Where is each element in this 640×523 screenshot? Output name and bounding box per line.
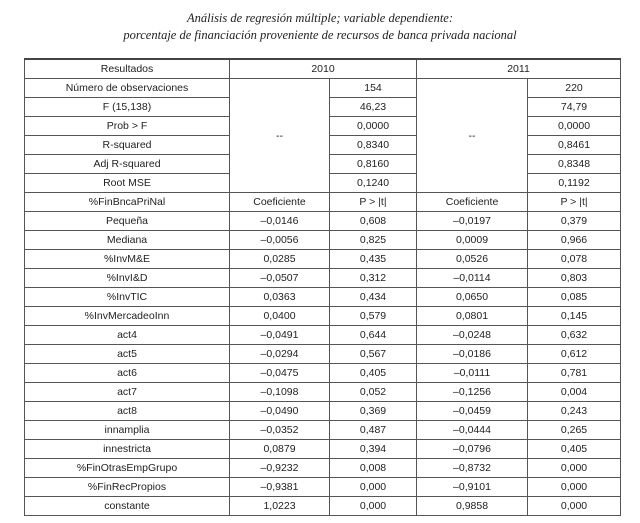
pvalue-2010: 0,312	[330, 269, 417, 288]
pvalue-2011: 0,966	[528, 231, 621, 250]
header-row	[25, 59, 621, 79]
stat-value-2010: 46,23	[330, 98, 417, 117]
coef-2011: –0,0444	[417, 421, 528, 440]
stat-value-2011: 0,8461	[528, 136, 621, 155]
pvalue-2010: 0,000	[330, 497, 417, 516]
variable-label: %InvM&E	[25, 250, 230, 269]
table-row	[25, 440, 621, 459]
coef-2011: 0,0801	[417, 307, 528, 326]
coef-2010: –0,9381	[230, 478, 330, 497]
coef-2010: –0,0146	[230, 212, 330, 231]
table-row	[25, 364, 621, 383]
pvalue-2011: 0,781	[528, 364, 621, 383]
stat-value-2010: 0,1240	[330, 174, 417, 193]
coef-2010: –0,1098	[230, 383, 330, 402]
stat-2010-empty: --	[230, 79, 330, 193]
table-row	[25, 250, 621, 269]
table-row	[25, 383, 621, 402]
table-row	[25, 478, 621, 497]
pvalue-2010: 0,052	[330, 383, 417, 402]
coef-2010: –0,0507	[230, 269, 330, 288]
variable-label: innamplia	[25, 421, 230, 440]
stat-value-2010: 0,8340	[330, 136, 417, 155]
variable-label: act7	[25, 383, 230, 402]
stat-value-2011: 74,79	[528, 98, 621, 117]
stat-label: F (15,138)	[25, 98, 230, 117]
coef-2011: –0,0459	[417, 402, 528, 421]
stat-value-2010: 154	[330, 79, 417, 98]
coef-2011: 0,0526	[417, 250, 528, 269]
pvalue-2011: 0,000	[528, 478, 621, 497]
coef-2010: –0,0294	[230, 345, 330, 364]
pvalue-2011: 0,000	[528, 459, 621, 478]
pvalue-2010: 0,394	[330, 440, 417, 459]
coef-header-2010: Coeficiente	[230, 193, 330, 212]
pvalue-2011: 0,405	[528, 440, 621, 459]
table-row	[25, 326, 621, 345]
stat-row	[25, 79, 621, 98]
year-2011-header: 2011	[417, 59, 621, 79]
table-row	[25, 345, 621, 364]
table-row	[25, 269, 621, 288]
year-2010-header: 2010	[230, 59, 417, 79]
table-row	[25, 497, 621, 516]
coef-2011: –0,8732	[417, 459, 528, 478]
table-row	[25, 421, 621, 440]
pvalue-2011: 0,004	[528, 383, 621, 402]
pvalue-2011: 0,085	[528, 288, 621, 307]
caption-line-2: porcentaje de financiación proveniente de recursos de banca privada nacional	[123, 28, 517, 42]
p-header-2010: P > |t|	[330, 193, 417, 212]
coef-2011: –0,0796	[417, 440, 528, 459]
coef-2010: –0,0056	[230, 231, 330, 250]
variable-label: act6	[25, 364, 230, 383]
variable-label: Pequeña	[25, 212, 230, 231]
coef-2010: –0,0352	[230, 421, 330, 440]
pvalue-2011: 0,145	[528, 307, 621, 326]
variable-label: Mediana	[25, 231, 230, 250]
coef-2010: 0,0363	[230, 288, 330, 307]
coef-2011: –0,0186	[417, 345, 528, 364]
variable-label: act4	[25, 326, 230, 345]
regression-table	[24, 58, 621, 516]
pvalue-2010: 0,435	[330, 250, 417, 269]
coef-2011: –0,0111	[417, 364, 528, 383]
coef-2011: –0,0114	[417, 269, 528, 288]
table-row	[25, 212, 621, 231]
pvalue-2011: 0,000	[528, 497, 621, 516]
table-row	[25, 307, 621, 326]
coef-2010: 0,0879	[230, 440, 330, 459]
variable-label: %FinRecPropios	[25, 478, 230, 497]
stat-value-2011: 0,8348	[528, 155, 621, 174]
pvalue-2010: 0,608	[330, 212, 417, 231]
coef-2011: 0,9858	[417, 497, 528, 516]
coef-2011: –0,0248	[417, 326, 528, 345]
variable-label: %InvTIC	[25, 288, 230, 307]
table-row	[25, 402, 621, 421]
pvalue-2011: 0,612	[528, 345, 621, 364]
coef-2010: –0,0475	[230, 364, 330, 383]
pvalue-2010: 0,000	[330, 478, 417, 497]
results-header: Resultados	[25, 59, 230, 79]
coef-2011: –0,0197	[417, 212, 528, 231]
coef-2011: 0,0009	[417, 231, 528, 250]
coef-header-2011: Coeficiente	[417, 193, 528, 212]
coef-2011: –0,9101	[417, 478, 528, 497]
pvalue-2010: 0,434	[330, 288, 417, 307]
pvalue-2011: 0,803	[528, 269, 621, 288]
stat-value-2010: 0,8160	[330, 155, 417, 174]
pvalue-2010: 0,644	[330, 326, 417, 345]
variable-label: %InvMercadeoInn	[25, 307, 230, 326]
stat-label: Adj R-squared	[25, 155, 230, 174]
pvalue-2011: 0,078	[528, 250, 621, 269]
table-row	[25, 231, 621, 250]
pvalue-2010: 0,825	[330, 231, 417, 250]
stat-label: Número de observaciones	[25, 79, 230, 98]
stat-label: R-squared	[25, 136, 230, 155]
p-header-2011: P > |t|	[528, 193, 621, 212]
variable-label: %InvI&D	[25, 269, 230, 288]
coef-2010: 0,0400	[230, 307, 330, 326]
stat-value-2010: 0,0000	[330, 117, 417, 136]
variable-label: %FinOtrasEmpGrupo	[25, 459, 230, 478]
coef-2010: –0,0490	[230, 402, 330, 421]
variable-label: act5	[25, 345, 230, 364]
stat-2011-empty: --	[417, 79, 528, 193]
pvalue-2011: 0,632	[528, 326, 621, 345]
variable-label: act8	[25, 402, 230, 421]
caption-line-1: Análisis de regresión múltiple; variable dependiente:	[186, 11, 454, 25]
coef-2010: 1,0223	[230, 497, 330, 516]
dependent-variable-label: %FinBncaPriNal	[25, 193, 230, 212]
stat-label: Root MSE	[25, 174, 230, 193]
coef-2010: –0,9232	[230, 459, 330, 478]
table-row	[25, 288, 621, 307]
pvalue-2010: 0,579	[330, 307, 417, 326]
stat-value-2011: 0,1192	[528, 174, 621, 193]
stat-value-2011: 0,0000	[528, 117, 621, 136]
pvalue-2010: 0,369	[330, 402, 417, 421]
table-caption	[0, 10, 640, 44]
coef-2010: –0,0491	[230, 326, 330, 345]
stat-value-2011: 220	[528, 79, 621, 98]
pvalue-2011: 0,379	[528, 212, 621, 231]
pvalue-2011: 0,243	[528, 402, 621, 421]
coef-header-row	[25, 193, 621, 212]
stat-label: Prob > F	[25, 117, 230, 136]
pvalue-2010: 0,487	[330, 421, 417, 440]
coef-2011: –0,1256	[417, 383, 528, 402]
pvalue-2010: 0,008	[330, 459, 417, 478]
variable-label: constante	[25, 497, 230, 516]
pvalue-2010: 0,405	[330, 364, 417, 383]
pvalue-2011: 0,265	[528, 421, 621, 440]
coef-2011: 0,0650	[417, 288, 528, 307]
table-row	[25, 459, 621, 478]
coef-2010: 0,0285	[230, 250, 330, 269]
variable-label: innestricta	[25, 440, 230, 459]
pvalue-2010: 0,567	[330, 345, 417, 364]
